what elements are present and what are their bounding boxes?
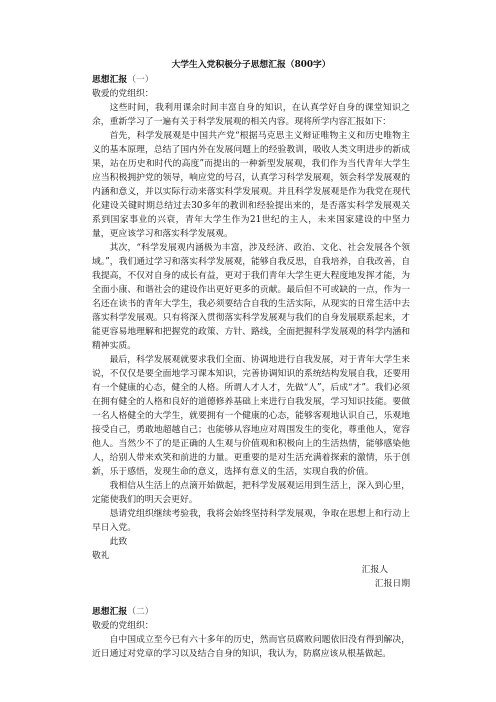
section-1-heading <box>92 73 410 87</box>
section-2-paragraph: 自中国成立至今已有六十多年的历史，然而官员腐败问题依旧没有得到解决，近日通过对党章的学习以及结合自身的知识，我认为，防腐应该从根基做起。 <box>92 635 410 659</box>
section-2-heading <box>92 605 410 619</box>
section-1-paragraph: 最后，科学发展观就要求我们全面、协调地进行自我发展，对于青年大学生来说，不仅仅是要全面地学习课本知识，完善协调知识的系统结构发展自我，还要用有一个健康的心态，健全的人格。所谓人才人才，先做“人”，后成“才”。我们必须在拥有健全的人格和良好的道德修养基础上来进行自我发展，学习知识技能。要做一名人格健全的大学生，就要拥有一个健康的心态，能够客观地认识自己，乐观地接受自己，勇敢地超越自己；也能够从容地应对周围发生的变化，尊重他人，宽容他人。当然少不了的是正确的人生观与价值观和积极向上的生活热情，能够感染他人，给别人带来欢笑和前进的力量。更重要的是对生活充满着探索的激情，乐于创新，乐于感悟，发现生命的意义，选择有意义的生活，实现自我的价值。 <box>92 355 410 477</box>
section-1-paragraph: 我相信从生活上的点滴开始做起，把科学发展观运用到生活上，深入到心里，定能使我们的明天会更好。 <box>92 481 410 505</box>
closing-line-2: 敬礼 <box>92 551 110 561</box>
document-title: 大学生入党积极分子思想汇报（800字） <box>171 60 331 70</box>
section-spacer <box>92 591 410 605</box>
date-label: 汇报日期 <box>374 579 410 589</box>
closing-line-1: 此致 <box>109 537 128 547</box>
section-1-paragraph: 恳请党组织继续考验我，我将会始终坚持科学发展观，争取在思想上和行动上早日入党。 <box>92 509 410 533</box>
section-1-salutation: 敬爱的党组织： <box>92 89 154 99</box>
section-2-heading-text: 思想汇报 <box>92 607 128 617</box>
section-1-heading-text: 思想汇报 <box>92 75 128 85</box>
section-1-paragraph: 首先，科学发展观是中国共产党“根据马克思主义辩证唯物主义和历史唯物主义的基本原理，总结了国内外在发展问题上的经验教训，吸收人类文明进步的新成果，站在历史和时代的高度”而提出的一种新型发展观，我们作为当代青年大学生应当积极拥护党的领导，响应党的号召，认真学习科学发展观，领会科学发展观的内涵和意义，并以实际行动来落实科学发展观。并且科学发展观是作为我党在现代化建设关键时期总结过去30多年的教训和经验提出来的，是否落实科学发展观关系到国家事业的兴衰，青年大学生作为21世纪的主人，未来国家建设的中坚力量，更应该学习和落实科学发展观。 <box>92 131 410 239</box>
section-2-salutation: 敬爱的党组织： <box>92 621 154 631</box>
section-1-paragraph: 这些时间，我利用课余时间丰富自身的知识，在认真学好自身的课堂知识之余，重新学习了一遍有关于科学发展观的相关内容。现将所学内容汇报如下： <box>92 103 410 127</box>
document-body <box>92 58 410 661</box>
section-1-paragraph: 其次，“科学发展观内涵极为丰富，涉及经济、政治、文化、社会发展各个领域。”，我们通过学习和落实科学发展观，能够自我反思，自我培养，自我改善，自我提高，不仅对自身的成长有益，更对于我们青年大学生更大程度地发挥才能，为全面小康、和谐社会的建设作出更好更多的贡献。最后但不可或缺的一点，作为一名还在读书的青年大学生，我必须要结合自我的生活实际，从现实的日常生活中去落实科学发展观。只有将深入贯彻落实科学发展观与我们的自身发展联系起来，才能更容易地理解和把握党的政策、方针、路线，全面把握科学发展观的科学内涵和精神实质。 <box>92 243 410 351</box>
section-2-number: （二） <box>127 607 154 617</box>
signer-label: 汇报人 <box>361 565 388 575</box>
section-1-number: （一） <box>127 75 154 85</box>
